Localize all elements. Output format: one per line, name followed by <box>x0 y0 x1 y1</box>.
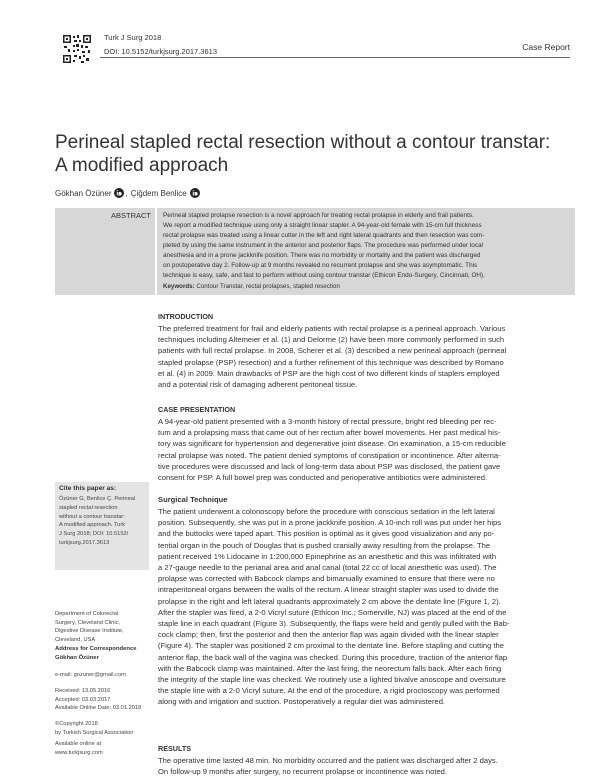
keywords <box>163 283 568 290</box>
text-line: The preferred treatment for frail and elderly patients with rectal prolapse is a perineal approach. Various <box>158 324 506 333</box>
text-line: and a potential risk of damaging adherent peritoneal tissue. <box>158 380 358 390</box>
journal-url[interactable]: www.turkjsurg.com <box>55 749 103 756</box>
copyright-line: ©Copyright 2018 <box>55 721 98 727</box>
date-line: Accepted: 03.03.2017 <box>55 696 111 703</box>
text-line: After the stapler was fired, a 2-0 Vicryl suture (Ethicon Inc.; Somerville, NJ) was placed at the end of the <box>158 607 507 617</box>
keywords-value: Contour Transtar, rectal prolapses, stapled resection <box>196 283 340 290</box>
case-text <box>158 416 573 483</box>
availability <box>55 740 151 757</box>
text-line: and the buttocks were taped apart. This position is optimal as it gives good visualization and any po- <box>158 529 495 539</box>
dates <box>55 687 151 713</box>
cite-heading: Cite this paper as: <box>59 485 117 492</box>
abstract-line: pleted by using the same instrument in the anterior and posterior flaps. The procedure was performed under local <box>163 242 483 249</box>
orcid-icon[interactable] <box>190 188 200 198</box>
author-name: Çiğdem Benlice <box>130 188 187 198</box>
text-line: et al. (4) in 2009. Main drawbacks of PSP are the high cost of two different kinds of staplers employed <box>158 368 500 378</box>
author-separator: , <box>125 188 128 198</box>
cite-line: stapled rectal resection <box>59 504 118 511</box>
abstract-line: anesthesia and in a prone jackknife position. There was no morbidity or mortality and the patient was discharged <box>163 252 481 259</box>
text-line: position. Subsequently, she was put in a prone jackknife position. A 10-inch roll was put under her hips <box>158 518 502 528</box>
section-heading: CASE PRESENTATION <box>158 405 236 414</box>
cite-line: Özüner G, Benlice Ç. Perineal <box>59 496 136 502</box>
text-line: along with and irrigation and suction. Postoperatively a regular diet was administered. <box>158 697 446 707</box>
text-line: patients with full rectal prolapse. In 2008, Scherer et al. (3) described a new perineal approach (perineal <box>158 346 507 356</box>
correspondence-line: Address for Correspondence <box>55 646 137 652</box>
text-line: tory was significant for hypertension and degenerative joint disease. On examination, a 15-cm reducible <box>158 439 506 449</box>
text-line: (Figure 4). The stapler was positioned 2 cm proximal to the dentate line. Before stapling and cutting the <box>158 641 504 651</box>
availability-line: Available online at <box>55 741 102 747</box>
cite-line: A modified approach. Turk <box>59 522 126 529</box>
text-line: the staple line with a 2-0 Vicryl suture. At the end of the procedure, a rigid proctoscopy was performed <box>158 686 500 696</box>
text-line: The operative time lasted 48 min. No morbidity occurred and the patient was discharged after 2 days. <box>158 756 498 765</box>
article-type: Case Report <box>522 42 570 52</box>
text-line: rectal prolapse was noted. The patient denied symptoms of constipation or incontinence. After alterna- <box>158 450 501 460</box>
affiliation-line: Cleveland, USA <box>55 636 96 643</box>
page-title <box>55 131 575 177</box>
text-line: cock clamp; then, first the posterior and then the anterior flap was again divided with the linear stapler <box>158 630 499 640</box>
text-line: tive procedures were discussed and lack of long-term data about PSP was disclosed, the patient gave <box>158 461 501 471</box>
date-line: Available Online Date: 03.01.2018 <box>55 705 142 712</box>
abstract-line: technique is easy, safe, and fast to perform without using contour transtar (Ethicon Endo-Surgery, Cincinnati, OH). <box>163 272 485 279</box>
text-line: intraperitoneal organs between the walls of the rectum. A linear straight stapler was used to divide the <box>158 585 499 595</box>
abstract-line: on postoperative day 2. Follow-up at 9 months revealed no recurrent prolapse and she was asymptomatic. This <box>163 262 478 269</box>
section-heading: INTRODUCTION <box>158 312 214 321</box>
affiliation-line: Department of Colorectal <box>55 611 119 617</box>
text-line: A 94-year-old patient presented with a 3-month history of rectal pressure, bright red bleeding per rec- <box>158 417 497 426</box>
author-list <box>55 188 201 198</box>
abstract-line: We report a modified technique using only a straight linear stapler. A 94-year-old female with 15-cm full thickness <box>163 222 482 229</box>
introduction-text <box>158 323 573 390</box>
text-line: prolapse was corrected with Babcock clamps and bimanually examined to ensure that there were no <box>158 574 495 584</box>
text-line: On follow-up 9 months after surgery, no recurrent prolapse or incontinence was noted. <box>158 767 447 777</box>
text-line: prolapse in the right and left lateral quadrants approximately 2 cm above the dentate line (Figure 1, 2). <box>158 596 501 606</box>
journal-name: Turk J Surg 2018 <box>104 33 162 42</box>
cite-text <box>59 495 147 548</box>
correspondence-heading <box>55 645 151 662</box>
abstract-label: ABSTRACT <box>110 211 151 220</box>
copyright-line: by Turkish Surgical Association <box>55 729 134 736</box>
text-line: stapled prolapse (PSP) resection) and a further refinement of this technique was described by Romano <box>158 357 504 367</box>
title-line: Perineal stapled rectal resection without a contour transtar: <box>55 132 551 153</box>
text-line: anterior flap, the back wall of the vagina was checked. During this procedure, traction of the anterior flap <box>158 652 508 662</box>
text-line: patient received 1% Lidocaine in 1:200,000 Epinephrine as an anesthetic and this was infiltrated with <box>158 551 497 561</box>
affiliation-line: Digestive Disease Institute, <box>55 628 124 635</box>
cite-line: turkjsurg.2017.3613 <box>59 539 110 546</box>
abstract-separator <box>155 208 157 295</box>
text-line: techniques including Altemeier et al. (1) and Delorme (2) have been more commonly performed in such <box>158 335 505 345</box>
text-line: staple line in each quadrant (Figure 3). Subsequently, the flaps were held and gently pulled with the Bab- <box>158 619 510 629</box>
header-rule <box>100 57 570 58</box>
abstract-text <box>163 211 568 281</box>
text-line: tential organ in the pouch of Douglas that is pushed cranially away resulting from the prolapse. The <box>158 540 491 550</box>
date-line: Received: 13.05.2016 <box>55 688 111 694</box>
text-line: with the Babcock clamp was maintained. After the last firing, the neorectum falls back. After each firing <box>158 663 502 673</box>
qr-code <box>62 34 92 64</box>
text-line: the integrity of the staple line was checked. We routinely use a lighted bivalve anoscope and oversuture <box>158 675 506 685</box>
doi: DOI: 10.5152/turkjsurg.2017.3613 <box>104 47 217 56</box>
author-name: Gökhan Özüner <box>55 188 112 198</box>
email[interactable]: e-mail: gozuner@gmail.com <box>55 672 126 678</box>
affiliation <box>55 610 151 644</box>
copyright <box>55 720 151 737</box>
abstract-line: Perineal stapled prolapse resection is a novel approach for treating rectal prolapse in elderly and frail patients. <box>163 212 474 219</box>
orcid-icon[interactable] <box>114 188 124 198</box>
subsection-heading: Surgical Technique <box>158 495 228 504</box>
text-line: tum and a prolapsing mass that came out of her rectum after bowel movements. Her past medical his- <box>158 428 501 438</box>
surgical-text <box>158 506 573 708</box>
affiliation-line: Surgery, Cleveland Clinic, <box>55 619 121 626</box>
cite-line: J Surg 2018; DOI: 10.5152/ <box>59 531 129 538</box>
cite-line: without a contour transtar: <box>59 513 125 520</box>
text-line: consent for PSP. A full bowel prep was conducted and perioperative antibiotics were administered. <box>158 473 488 483</box>
results-text <box>158 755 573 777</box>
title-line: A modified approach <box>55 155 229 176</box>
keywords-label: Keywords: <box>163 283 195 290</box>
section-heading: RESULTS <box>158 744 192 753</box>
correspondence-name: Gökhan Özüner <box>55 654 99 661</box>
text-line: a 27-gauge needle to the perianal area and anal canal (total 22 cc of local anesthetic was used). The <box>158 563 497 573</box>
abstract-line: rectal prolapse was treated using a linear cutter in the left and right lateral quadrants and then resection was com- <box>163 232 485 239</box>
text-line: The patient underwent a colonoscopy before the procedure with conscious sedation in the left lateral <box>158 507 495 516</box>
